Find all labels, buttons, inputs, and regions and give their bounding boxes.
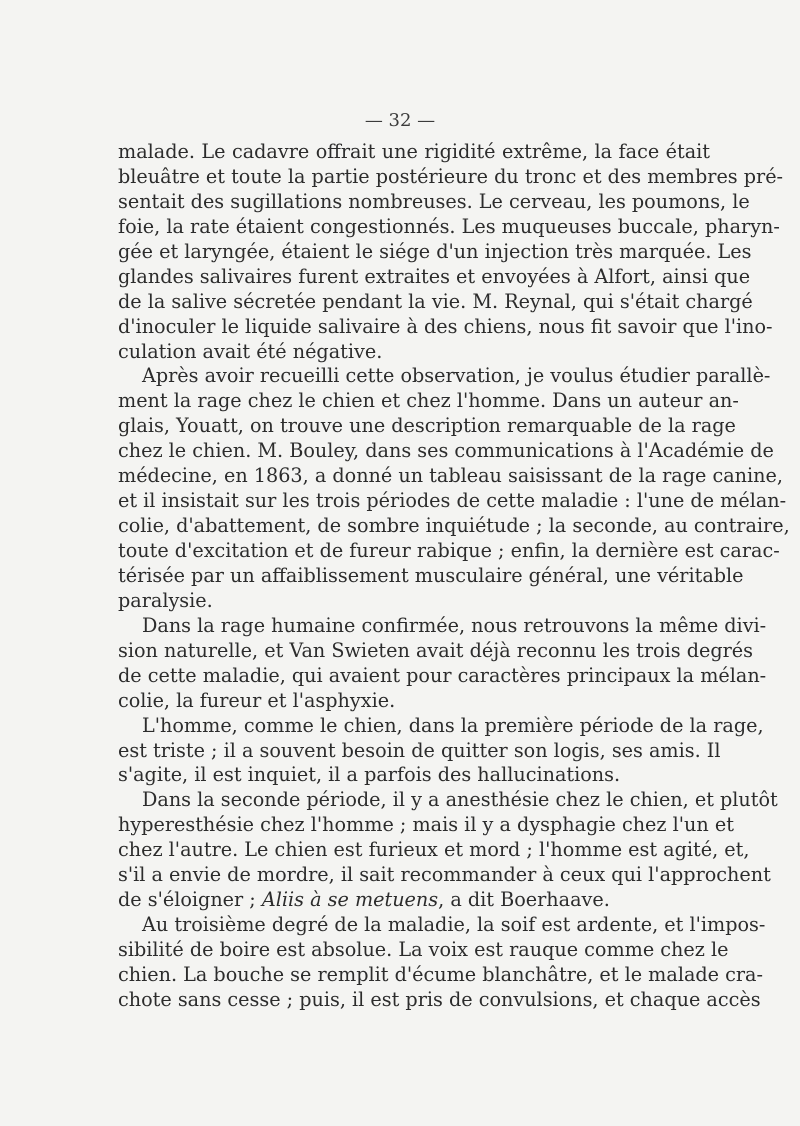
text-line: chote sans cesse ; puis, il est pris de convulsions, et chaque accès (118, 987, 761, 1011)
text-line: ment la rage chez le chien et chez l'homme. Dans un auteur an- (118, 389, 739, 413)
paragraph (118, 713, 764, 789)
text-line: hyperesthésie chez l'homme ; mais il y a dysphagie chez l'un et (118, 813, 734, 837)
text-line: chez l'autre. Le chien est furieux et mord ; l'homme est agité, et, (118, 838, 750, 862)
text-line: sibilité de boire est absolue. La voix est rauque comme chez le (118, 938, 729, 961)
text-line: toute d'excitation et de fureur rabique ; enfin, la dernière est carac- (118, 539, 780, 562)
text-segment: , a dit Boerhaave. (438, 888, 610, 912)
text-line: s'il a envie de mordre, il sait recommander à ceux qui l'approchent (118, 863, 771, 887)
text-line: de la salive sécretée pendant la vie. M. Reynal, qui s'était chargé (118, 289, 753, 313)
text-line: gée et laryngée, étaient le siége d'un injection très marquée. Les (118, 239, 752, 263)
text-line: térisée par un affaiblissement musculaire général, une véritable (118, 563, 744, 587)
text-line: sentait des sugillations nombreuses. Le cerveau, les poumons, le (118, 189, 750, 213)
paragraph (118, 613, 767, 714)
paragraph (118, 788, 778, 913)
paragraph (118, 913, 766, 1013)
text-line: et il insistait sur les trois périodes de cette maladie : l'une de mélan- (118, 489, 787, 513)
text-line: s'agite, il est inquiet, il a parfois des hallucinations. (118, 763, 621, 787)
text-line: d'inoculer le liquide salivaire à des chiens, nous fit savoir que l'ino- (118, 314, 773, 338)
text-segment: de s'éloigner ; (118, 888, 256, 912)
text-line: culation avait été négative. (118, 339, 383, 363)
text-line: colie, la fureur et l'asphyxie. (118, 688, 396, 712)
body-text (118, 140, 790, 1013)
text-line: Au troisième degré de la maladie, la soif est ardente, et l'impos- (142, 913, 766, 937)
text-line: bleuâtre et toute la partie postérieure du tronc et des membres pré- (118, 164, 784, 188)
text-line (118, 888, 710, 913)
text-line: malade. Le cadavre offrait une rigidité extrême, la face était (118, 140, 710, 163)
text-line: L'homme, comme le chien, dans la première période de la rage, (142, 713, 764, 737)
text-line: est triste ; il a souvent besoin de quitter son logis, ses amis. Il (118, 738, 721, 762)
text-line: Dans la rage humaine confirmée, nous retrouvons la même divi- (142, 613, 767, 637)
paragraph (118, 364, 790, 613)
text-line: de cette maladie, qui avaient pour caractères principaux la mélan- (118, 663, 767, 687)
text-line: chez le chien. M. Bouley, dans ses communications à l'Académie de (118, 439, 774, 463)
page-number: — 32 — (364, 110, 436, 131)
paragraph (118, 140, 784, 364)
text-line: Dans la seconde période, il y a anesthésie chez le chien, et plutôt (142, 788, 778, 812)
text-line: médecine, en 1863, a donné un tableau saisissant de la rage canine, (118, 464, 783, 488)
text-line: Après avoir recueilli cette observation, je voulus étudier parallè- (142, 364, 771, 388)
text-line: paralysie. (118, 588, 213, 612)
text-line: colie, d'abattement, de sombre inquiétude ; la seconde, au contraire, (118, 514, 790, 538)
text-line: sion naturelle, et Van Swieten avait déjà reconnu les trois degrés (118, 638, 753, 662)
text-line: glandes salivaires furent extraites et envoyées à Alfort, ainsi que (118, 264, 751, 288)
text-line: foie, la rate étaient congestionnés. Les muqueuses buccale, pharyn- (118, 214, 780, 238)
text-line: chien. La bouche se remplit d'écume blanchâtre, et le malade cra- (118, 962, 763, 986)
latin-quote: Aliis à se metuens (261, 888, 439, 912)
text-line: glais, Youatt, on trouve une description remarquable de la rage (118, 414, 736, 438)
